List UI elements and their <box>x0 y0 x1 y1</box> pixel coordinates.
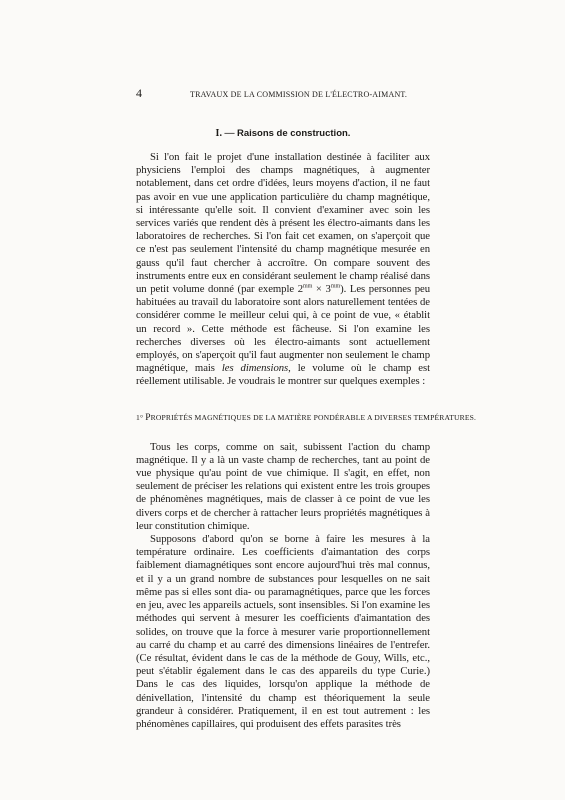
paragraph-1-part-b: ). Les personnes peu habituées au travail du laboratoire sont alors naturellement tentées de considérer comme le meilleur celui qui, à ce point de vue, « établit un record ». Cette méthode est fâcheuse. Si l'on examine les recherches diverses où les électro-aimants sont actuellement employés, on s'aperçoit qu'il faut augmenter non seulement le champ magnétique, mais <box>136 283 430 375</box>
section-number: I. — <box>215 128 235 139</box>
page-number: 4 <box>136 86 143 100</box>
times-sign: × 3 <box>312 283 331 296</box>
subsection-title-rest: ROPRIÉTÉS MAGNÉTIQUES DE LA MATIÈRE PONDÉRABLE A DIVERSES TEMPÉRATURES. <box>150 412 477 422</box>
section-heading: Raisons de construction. <box>236 128 351 139</box>
subsection-title <box>136 412 477 423</box>
paragraph-2: Tous les corps, comme on sait, subissent l'action du champ magnétique. Il y a là un vaste champ de recherches, tant au point de vue physique qu'au point de vue chimique. Il s'agit, en effet, non seulement de préciser les relations qui existent entre les trois groupes de phénomènes magnétiques, mais de classer à ce point de vue les divers corps et de chercher à rattacher leurs propriétés magnétiques à leur constitution chimique. <box>136 440 430 532</box>
running-head <box>136 86 430 101</box>
paragraph-1-part-a: Si l'on fait le projet d'une installation destinée à faciliter aux physiciens l'emploi des champs magnétiques, à augmenter notablement, dans cet ordre d'idées, leurs moyens d'action, il ne faut pas avoir en vue une application particulière du champ magnétique, si intéressante qu'elle soit. Il convient d'examiner avec soin les services variés que rendent dès à présent les électro-aimants dans les laboratoires de recherches. Si l'on fait cet examen, on s'aperçoit que ce n'est pas seulement l'intensité du champ magnétique mesurée en gauss qu'il faut chercher à accroître. On compare souvent des instruments entre eux en considérant seulement le champ réalisé dans un petit volume donné (par exemple 2 <box>136 151 430 296</box>
page <box>136 86 477 731</box>
section-title <box>136 128 430 139</box>
paragraph-3: Supposons d'abord qu'on se borne à faire les mesures à la température ordinaire. Les coefficients d'aimantation des corps faiblement diamagnétiques sont encore aujourd'hui très mal connus, et il y a un grand nombre de substances pour lesquelles on ne sait même pas si elles sont dia- ou paramagnétiques, parce que les forces en jeu, avec les appareils actuels, sont insensibles. Si l'on examine les méthodes qui servent à mesurer les coefficients d'aimantation des solides, on trouve que la force à mesurer varie proportionnellement au carré du champ et au carré des dimensions linéaires de l'entrefer. (Ce résultat, évident dans le cas de la méthode de Gouy, Wills, etc., peut s'établir également dans le cas des appareils du type Curie.) Dans le cas des liquides, lorsqu'on applique la méthode de dénivellation, l'intensité du champ est théoriquement la seule grandeur à considérer. Pratiquement, il en est tout autrement : les phénomènes capillaires, qui produisent des effets parasites très <box>136 533 430 730</box>
paragraph-1 <box>136 151 430 389</box>
subsection-number: 1° <box>136 412 144 422</box>
emphasis-dimensions: les dimensions <box>221 362 289 375</box>
paragraph-1-part-c: , le volume où le champ est réellement utilisable. Je voudrais le montrer sur quelques exemples : <box>136 362 430 388</box>
running-title: TRAVAUX DE LA COMMISSION DE L'ÉLECTRO-AIMANT. <box>190 90 408 99</box>
unit-mm-2: mm <box>330 283 341 290</box>
subsection-first-letter: P <box>145 412 151 423</box>
unit-mm-1: mm <box>303 283 313 290</box>
